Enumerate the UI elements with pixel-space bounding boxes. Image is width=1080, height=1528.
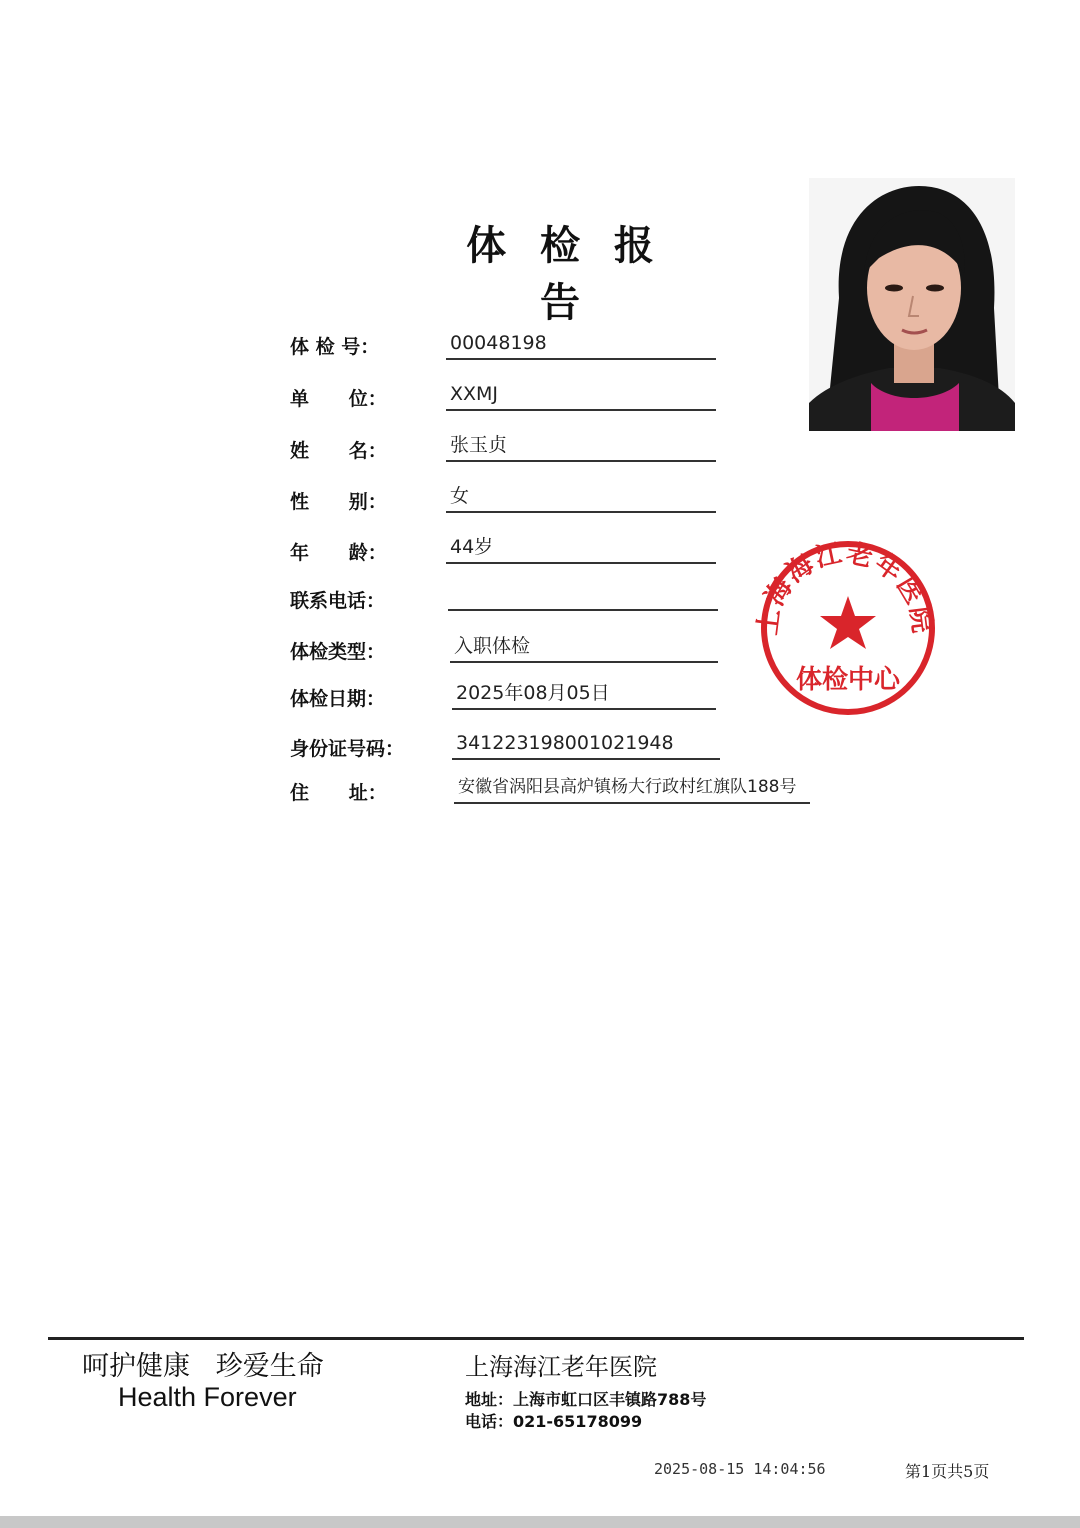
applicant-photo [809, 178, 1015, 431]
exam-type-label: 体检类型： [290, 641, 386, 663]
print-timestamp: 2025-08-15 14:04:56 [654, 1460, 826, 1478]
name-value: 张玉贞 [446, 430, 716, 462]
name-label: 姓 名： [290, 440, 387, 462]
hospital-name: 上海海江老年医院 [465, 1353, 657, 1381]
exam-date-value: 2025年08月05日 [452, 678, 716, 710]
exam-type-value: 入职体检 [450, 631, 718, 663]
seal-star-icon [820, 596, 876, 649]
phone-value [448, 579, 718, 611]
employer-value: XXMJ [446, 379, 716, 411]
id-number-label: 身份证号码： [290, 738, 405, 760]
portrait-image [809, 178, 1015, 431]
address-value: 安徽省涡阳县高炉镇杨大行政村红旗队188号 [454, 772, 810, 804]
bottom-edge-bar [0, 1516, 1080, 1528]
age-value: 44岁 [446, 532, 716, 564]
gender-label: 性 别： [290, 491, 387, 513]
employer-label: 单 位： [290, 388, 387, 410]
official-seal [740, 530, 945, 730]
exam-number-value: 00048198 [446, 328, 716, 360]
page-indicator: 第1页共5页 [905, 1462, 990, 1481]
hospital-address: 地址：上海市虹口区丰镇路788号 [465, 1390, 707, 1409]
id-number-value: 341223198001021948 [452, 728, 720, 760]
seal-outer-text: 上海海江老年医院 [752, 538, 938, 637]
slogan-chinese: 呵护健康 珍爱生命 [82, 1351, 324, 1382]
exam-number-label: 体 检 号： [290, 336, 380, 358]
exam-date-label: 体检日期： [290, 688, 386, 710]
slogan-english: Health Forever [118, 1382, 297, 1412]
hospital-phone: 电话：021-65178099 [465, 1412, 643, 1431]
phone-label: 联系电话： [290, 590, 386, 612]
gender-value: 女 [446, 481, 716, 513]
age-label: 年 龄： [290, 542, 387, 564]
seal-inner-text: 体检中心 [795, 665, 901, 695]
address-label: 住 址： [290, 782, 387, 804]
footer-divider [48, 1337, 1024, 1340]
report-title: 体 检 报 告 [466, 222, 664, 326]
